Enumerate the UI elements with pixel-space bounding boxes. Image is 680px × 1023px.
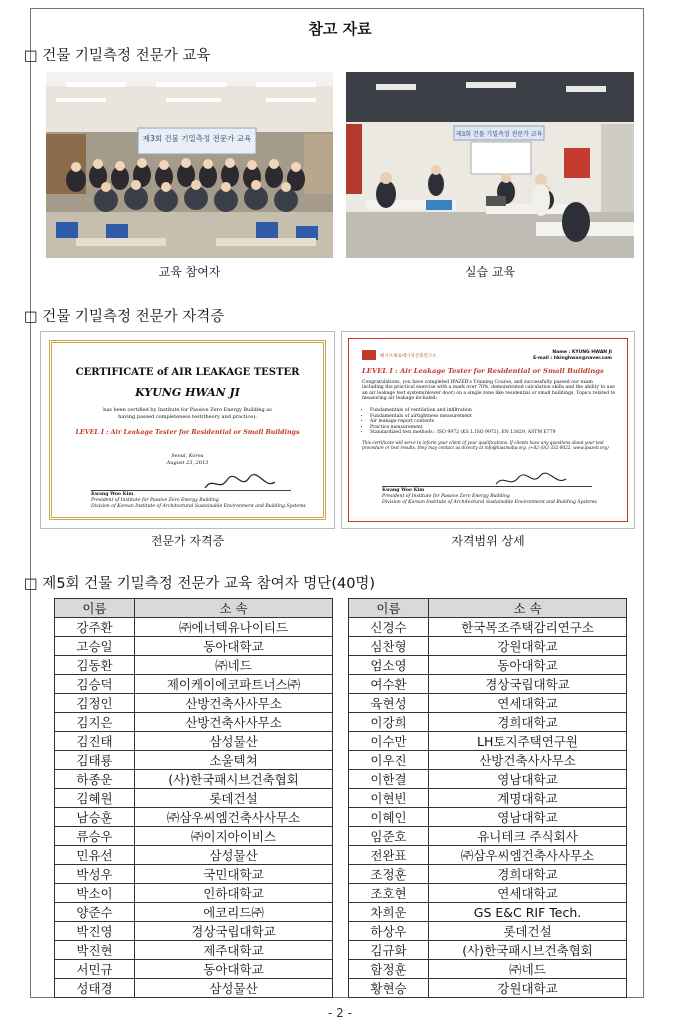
table-row — [349, 808, 627, 827]
caption-participants: 교육 참여자 — [158, 265, 221, 279]
participant-name: 고승일 — [55, 637, 135, 656]
participant-org: (사)한국패시브건축협회 — [429, 941, 627, 960]
table-row — [349, 922, 627, 941]
detail-bullet: • Air leakage report contents — [370, 419, 624, 425]
participant-org: 강원대학교 — [429, 979, 627, 998]
caption-practice: 실습 교육 — [464, 265, 516, 279]
participant-org: GS E&C RIF Tech. — [429, 903, 627, 922]
certificate-signer: Kwang Woo Kim — [91, 492, 134, 497]
certificate-signer-role-2: Division of Korean Institute of Architectural Sustainable Environment and Building Systems — [91, 504, 306, 509]
participant-org: 롯데건설 — [135, 789, 333, 808]
certificate-front — [40, 331, 335, 529]
participant-org: ㈜삼우씨엠건축사사무소 — [135, 808, 333, 827]
participant-org: 산방건축사사무소 — [135, 694, 333, 713]
participant-org: 경상국립대학교 — [135, 922, 333, 941]
participant-org: 영남대학교 — [429, 770, 627, 789]
participant-name: 차희운 — [349, 903, 429, 922]
participant-org: 동아대학교 — [429, 656, 627, 675]
participant-org: 경희대학교 — [429, 713, 627, 732]
certificate-desc-1: has been certified by Institute for Passive Zero Energy Building as — [103, 407, 272, 413]
table-row — [55, 979, 333, 998]
table-row — [55, 675, 333, 694]
participant-org: (사)한국패시브건축협회 — [135, 770, 333, 789]
participant-name: 류승우 — [55, 827, 135, 846]
column-header-name: 이름 — [55, 599, 135, 618]
participant-org: 계명대학교 — [429, 789, 627, 808]
table-row — [55, 922, 333, 941]
detail-bullet: • Fundamentals of airtightness measurement — [370, 414, 624, 420]
certificate-level: LEVEL I : Air Leakage Tester for Residential or Small Buildings — [75, 429, 300, 436]
table-row — [55, 637, 333, 656]
participant-org: 제주대학교 — [135, 941, 333, 960]
roster-table-left — [54, 598, 333, 998]
table-row — [55, 789, 333, 808]
participant-name: 김정인 — [55, 694, 135, 713]
participant-name: 하상우 — [349, 922, 429, 941]
detail-bullet-list — [362, 408, 624, 436]
detail-bullet: • Fundamentals of ventilation and infiltration — [370, 408, 624, 414]
table-row — [349, 637, 627, 656]
table-row — [349, 789, 627, 808]
detail-name-line: Name : KYUNG HWAN JI — [552, 350, 612, 355]
section-heading-roster: □ 제5회 건물 기밀측정 전문가 교육 참여자 명단(40명) — [24, 576, 376, 592]
participant-org: ㈜이지아이비스 — [135, 827, 333, 846]
table-row — [349, 903, 627, 922]
participant-name: 박소이 — [55, 884, 135, 903]
certificate-desc-2: having passed completeness test(theory and practice): — [118, 414, 257, 420]
section-heading-certificate: □ 건물 기밀측정 전문가 자격증 — [24, 309, 225, 325]
caption-detail: 자격범위 상세 — [451, 534, 525, 548]
detail-signer: Kwang Woo Kim — [382, 488, 425, 493]
table-row — [55, 808, 333, 827]
participant-name: 김태룡 — [55, 751, 135, 770]
table-row — [55, 751, 333, 770]
participant-org: 산방건축사사무소 — [135, 713, 333, 732]
page-title: 참고 자료 — [308, 20, 372, 38]
participant-org: 산방건축사사무소 — [429, 751, 627, 770]
participant-name: 남승훈 — [55, 808, 135, 827]
participant-name: 이강희 — [349, 713, 429, 732]
participant-name: 김규화 — [349, 941, 429, 960]
participant-name: 임준호 — [349, 827, 429, 846]
participant-name: 김혜원 — [55, 789, 135, 808]
certificate-place: Seoul, Korea — [171, 453, 204, 459]
certificate-title: CERTIFICATE of AIR LEAKAGE TESTER — [75, 367, 300, 378]
certificate-date: August 23, 2013 — [166, 460, 209, 466]
table-row — [349, 694, 627, 713]
photo-participants — [46, 72, 333, 258]
participant-org: 연세대학교 — [429, 884, 627, 903]
table-row — [55, 618, 333, 637]
participant-org: 영남대학교 — [429, 808, 627, 827]
participant-org: ㈜네드 — [135, 656, 333, 675]
participant-org: 동아대학교 — [135, 960, 333, 979]
participant-org: 강원대학교 — [429, 637, 627, 656]
table-row — [55, 694, 333, 713]
table-row — [349, 751, 627, 770]
participant-name: 이혜인 — [349, 808, 429, 827]
detail-email-line: E-mail : hkinghwan@naver.com — [533, 356, 612, 361]
table-row — [55, 713, 333, 732]
participant-name: 육현성 — [349, 694, 429, 713]
table-row — [55, 941, 333, 960]
org-logo-icon — [362, 350, 376, 360]
participant-name: 심찬형 — [349, 637, 429, 656]
table-row — [55, 827, 333, 846]
photo-practice-image — [346, 72, 634, 258]
table-row — [349, 656, 627, 675]
detail-org: 패시브제로에너지건축연구소 — [380, 354, 437, 359]
participant-org: 롯데건설 — [429, 922, 627, 941]
participant-org: 인하대학교 — [135, 884, 333, 903]
table-row — [349, 846, 627, 865]
table-row — [55, 732, 333, 751]
participant-org: ㈜네드 — [429, 960, 627, 979]
roster-table-right — [348, 598, 627, 998]
caption-certificate: 전문가 자격증 — [150, 534, 225, 548]
participant-org: 소울텍쳐 — [135, 751, 333, 770]
detail-signer-role-1: President of Institute for Passive Zero Energy Building — [382, 494, 510, 499]
photo-participants-image — [46, 72, 333, 258]
participant-org: 유니테크 주식회사 — [429, 827, 627, 846]
participant-org: 삼성물산 — [135, 846, 333, 865]
participant-name: 박성우 — [55, 865, 135, 884]
certificate-signer-role-1: President of Institute for Passive Zero Energy Building — [91, 498, 219, 503]
participant-org: 연세대학교 — [429, 694, 627, 713]
table-row — [349, 960, 627, 979]
section-heading-training: □ 건물 기밀측정 전문가 교육 — [24, 48, 211, 64]
table-row — [55, 770, 333, 789]
table-row — [55, 960, 333, 979]
participant-name: 하종운 — [55, 770, 135, 789]
banner-text: 제3회 건물 기밀측정 전문가 교육 — [455, 131, 543, 138]
participant-org: 경상국립대학교 — [429, 675, 627, 694]
participant-org: 에코리드㈜ — [135, 903, 333, 922]
participant-org: LH토지주택연구원 — [429, 732, 627, 751]
participant-name: 함정훈 — [349, 960, 429, 979]
table-row — [349, 979, 627, 998]
participant-name: 김진태 — [55, 732, 135, 751]
participant-org: 국민대학교 — [135, 865, 333, 884]
table-row — [349, 941, 627, 960]
detail-note: This certificate will serve to inform your client of your qualifications. If clients have any questions about your test procedure or test results, they may contact us directly at info@kiasmabp.org. (+82-(0)2-332-0022, www.ipazeb.org) — [362, 440, 609, 450]
page-number: - 2 - — [328, 1006, 352, 1020]
column-header-org: 소 속 — [429, 599, 627, 618]
participant-name: 김동환 — [55, 656, 135, 675]
participant-org: 제이케이에코파트너스㈜ — [135, 675, 333, 694]
participant-org: 한국목조주택감리연구소 — [429, 618, 627, 637]
table-row — [349, 770, 627, 789]
participant-name: 여수환 — [349, 675, 429, 694]
participant-name: 양준수 — [55, 903, 135, 922]
participant-name: 전완표 — [349, 846, 429, 865]
table-row — [55, 656, 333, 675]
participant-org: 동아대학교 — [135, 637, 333, 656]
table-row — [349, 865, 627, 884]
table-row — [55, 884, 333, 903]
detail-paragraph: Congratulations, you have completed IPAZEB's Training Course, and successfully passed our exam including the practical exercise with a mark over 70%, demonstrated calculation skills and the ability to use an air leakage test system(blower door) on a single zone like residential or small buildings. Topics related to measuring air leakage included: — [362, 380, 616, 402]
participant-name: 박진영 — [55, 922, 135, 941]
participant-name: 이수만 — [349, 732, 429, 751]
participant-org: ㈜삼우씨엠건축사사무소 — [429, 846, 627, 865]
participant-name: 조정훈 — [349, 865, 429, 884]
participant-name: 엄소영 — [349, 656, 429, 675]
table-row — [55, 846, 333, 865]
table-row — [349, 732, 627, 751]
detail-signer-role-2: Division of Korean Institute of Architectural Sustainable Environment and Building Systems — [382, 500, 597, 505]
participant-org: 삼성물산 — [135, 732, 333, 751]
participant-org: 삼성물산 — [135, 979, 333, 998]
signature-line — [91, 490, 291, 491]
participant-name: 민유선 — [55, 846, 135, 865]
certificate-detail — [341, 331, 635, 529]
participant-name: 이한결 — [349, 770, 429, 789]
detail-bullet: • Standardized test methods : ISO 9972 (KS L ISO 9972), EN 13829, ASTM E779 — [370, 430, 624, 436]
detail-level: LEVEL I : Air Leakage Tester for Residential or Small Buildings — [362, 367, 604, 375]
participant-name: 김승덕 — [55, 675, 135, 694]
table-row — [349, 618, 627, 637]
table-row — [55, 903, 333, 922]
table-header-row — [55, 599, 333, 618]
detail-bullet: • Practice measurement — [370, 425, 624, 431]
column-header-name: 이름 — [349, 599, 429, 618]
participant-org: 경희대학교 — [429, 865, 627, 884]
participant-name: 박진현 — [55, 941, 135, 960]
signature-image — [492, 470, 572, 490]
table-row — [349, 713, 627, 732]
table-row — [55, 865, 333, 884]
column-header-org: 소 속 — [135, 599, 333, 618]
participant-name: 이현빈 — [349, 789, 429, 808]
table-row — [349, 675, 627, 694]
participant-name: 서민규 — [55, 960, 135, 979]
participant-name: 이우진 — [349, 751, 429, 770]
participant-org: ㈜에너텍유나이티드 — [135, 618, 333, 637]
certificate-holder-name: KYUNG HWAN JI — [135, 386, 240, 399]
banner-text: 제3회 건물 기밀측정 전문가 교육 — [142, 134, 252, 143]
signature-line — [382, 486, 592, 487]
participant-name: 신경수 — [349, 618, 429, 637]
participant-name: 조호현 — [349, 884, 429, 903]
photo-practice — [346, 72, 634, 258]
table-header-row — [349, 599, 627, 618]
table-row — [349, 884, 627, 903]
table-row — [349, 827, 627, 846]
participant-name: 강주환 — [55, 618, 135, 637]
participant-name: 김지은 — [55, 713, 135, 732]
participant-name: 황현승 — [349, 979, 429, 998]
participant-name: 성태경 — [55, 979, 135, 998]
